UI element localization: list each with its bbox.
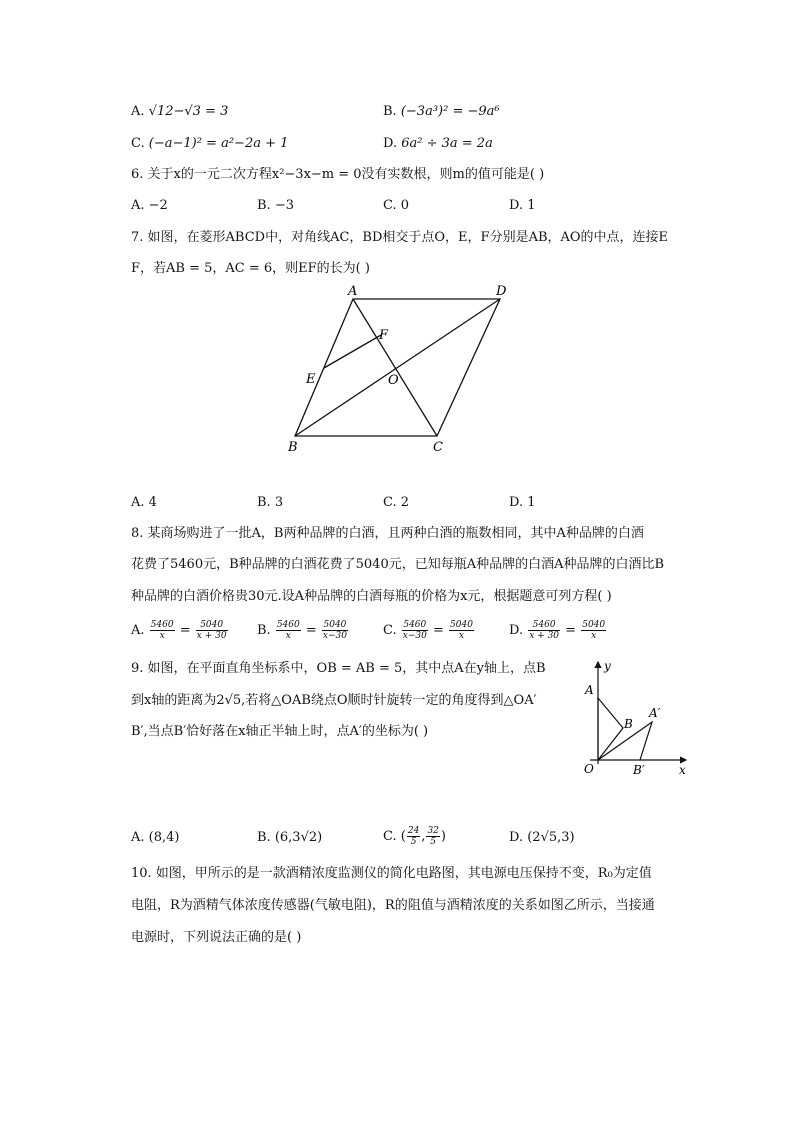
q8-option-a-left-frac: $\frac{5460}{x}$ xyxy=(150,620,174,641)
q7-label-o: O xyxy=(388,373,399,388)
q9-label-y: y xyxy=(604,659,611,673)
q9-stem-line1: 9. 如图，在平面直角坐标系中，OB = AB = 5，其中点A在y轴上，点B xyxy=(131,661,546,676)
q9-option-c-frac1: $\frac{24}{5}$ xyxy=(407,826,420,847)
q7-option-a: A. 4 xyxy=(131,495,157,510)
q7-segment-ef xyxy=(324,335,381,368)
q5-option-d-label: D. xyxy=(383,136,398,151)
q9-option-c: C. ( $\frac{24}{5}$ , $\frac{32}{5}$ ) xyxy=(383,826,446,847)
q6-option-b: B. −3 xyxy=(257,198,294,213)
q9-option-c-frac2: $\frac{32}{5}$ xyxy=(427,826,439,847)
q9-label-a: A xyxy=(585,683,594,697)
q7-stem-line1: 7. 如图，在菱形ABCD中，对角线AC，BD相交于点O，E，F分别是AB，AO的中点，连接E xyxy=(131,230,669,245)
q9-option-d: D. (2√5,3) xyxy=(509,830,575,845)
q9-label-x: x xyxy=(679,763,686,777)
q6-stem: 6. 关于x的一元二次方程x²−3x−m = 0没有实数根，则m的值可能是( ) xyxy=(131,167,545,182)
q9-label-b-prime: B′ xyxy=(633,763,645,777)
q5-option-a-label: A. xyxy=(131,104,145,119)
q9-label-b: B xyxy=(624,717,633,731)
q7-label-d: D xyxy=(496,284,507,299)
q10-stem-line3: 电源时，下列说法正确的是( ) xyxy=(131,930,302,945)
q7-label-b: B xyxy=(288,440,298,455)
q8-option-c: C. $\frac{5460}{x-30}$ = $\frac{5040}{x}$ xyxy=(383,620,473,641)
q7-option-b: B. 3 xyxy=(257,495,284,510)
q9-option-a: A. (8,4) xyxy=(131,830,180,845)
q7-rhombus-figure xyxy=(280,280,520,460)
q6-option-d: D. 1 xyxy=(509,198,536,213)
q8-option-b-label: B. xyxy=(257,623,271,638)
q10-stem-line2: 电阻，R为酒精气体浓度传感器(气敏电阻)，R的阻值与酒精浓度的关系如图乙所示，当接通 xyxy=(131,898,655,913)
q6-option-a: A. −2 xyxy=(131,198,168,213)
q8-option-d-left-frac: $\frac{5460}{x + 30}$ xyxy=(529,620,560,641)
q5-option-a-expr: √12−√3 = 3 xyxy=(148,104,229,119)
q7-label-f: F xyxy=(379,328,389,343)
q5-option-b-label: B. xyxy=(383,104,397,119)
q8-option-a: A. $\frac{5460}{x}$ = $\frac{5040}{x + 30}$ xyxy=(131,620,227,641)
q9-label-o: O xyxy=(584,762,594,776)
q8-option-d: D. $\frac{5460}{x + 30}$ = $\frac{5040}{x}$ xyxy=(509,620,606,641)
q9-stem-line2: 到x轴的距离为2√5,若将△OAB绕点O顺时针旋转一定的角度得到△OA′ xyxy=(131,693,537,708)
q9-coordinate-figure xyxy=(578,656,698,782)
q8-option-b-right-frac: $\frac{5040}{x-30}$ xyxy=(322,620,347,641)
q5-option-d xyxy=(383,135,493,153)
q6-option-c: C. 0 xyxy=(383,198,410,213)
q8-option-b: B. $\frac{5460}{x}$ = $\frac{5040}{x-30}$ xyxy=(257,620,347,641)
q7-stem-line2: F，若AB = 5，AC = 6，则EF的长为( ) xyxy=(131,261,370,276)
q7-option-d: D. 1 xyxy=(509,495,536,510)
q10-stem-line1: 10. 如图，甲所示的是一款酒精浓度监测仪的简化电路图，其电源电压保持不变，R₀为定值 xyxy=(131,866,652,881)
q8-option-a-label: A. xyxy=(131,623,145,638)
q7-option-c: C. 2 xyxy=(383,495,410,510)
q8-stem-line2: 花费了5460元，B种品牌的白酒花费了5040元，已知每瓶A种品牌的白酒A种品牌的白酒比B xyxy=(131,557,665,572)
q5-option-b xyxy=(383,103,500,121)
q8-option-c-label: C. xyxy=(383,623,397,638)
q5-option-c xyxy=(131,135,288,153)
q8-option-c-left-frac: $\frac{5460}{x-30}$ xyxy=(402,620,427,641)
q8-option-d-label: D. xyxy=(509,623,524,638)
q7-label-a: A xyxy=(348,284,358,299)
q5-option-c-expr: (−a−1)² = a²−2a + 1 xyxy=(148,136,289,151)
q9-option-b: B. (6,3√2) xyxy=(257,830,323,845)
q8-stem-line1: 8. 某商场购进了一批A，B两种品牌的白酒，且两种白酒的瓶数相同，其中A种品牌的白酒 xyxy=(131,526,644,541)
q5-option-b-expr: (−3a³)² = −9a⁶ xyxy=(400,104,500,119)
q7-diagonal-ac xyxy=(353,299,437,436)
q8-option-b-left-frac: $\frac{5460}{x}$ xyxy=(276,620,300,641)
q7-label-c: C xyxy=(433,440,443,455)
q8-option-d-right-frac: $\frac{5040}{x}$ xyxy=(582,620,606,641)
q5-option-a xyxy=(131,103,228,121)
q7-label-e: E xyxy=(306,372,316,387)
q9-stem-line3: B′,当点B′恰好落在x轴正半轴上时，点A′的坐标为( ) xyxy=(131,724,429,739)
q5-option-d-expr: 6a² ÷ 3a = 2a xyxy=(401,136,493,151)
q8-stem-line3: 种品牌的白酒价格贵30元.设A种品牌的白酒每瓶的价格为x元，根据题意可列方程( ) xyxy=(131,589,612,604)
q8-option-a-right-frac: $\frac{5040}{x + 30}$ xyxy=(196,620,227,641)
q8-option-c-right-frac: $\frac{5040}{x}$ xyxy=(450,620,473,641)
q9-label-a-prime: A′ xyxy=(649,706,661,720)
q5-option-c-label: C. xyxy=(131,136,145,151)
q9-option-c-label: C. xyxy=(383,829,397,844)
